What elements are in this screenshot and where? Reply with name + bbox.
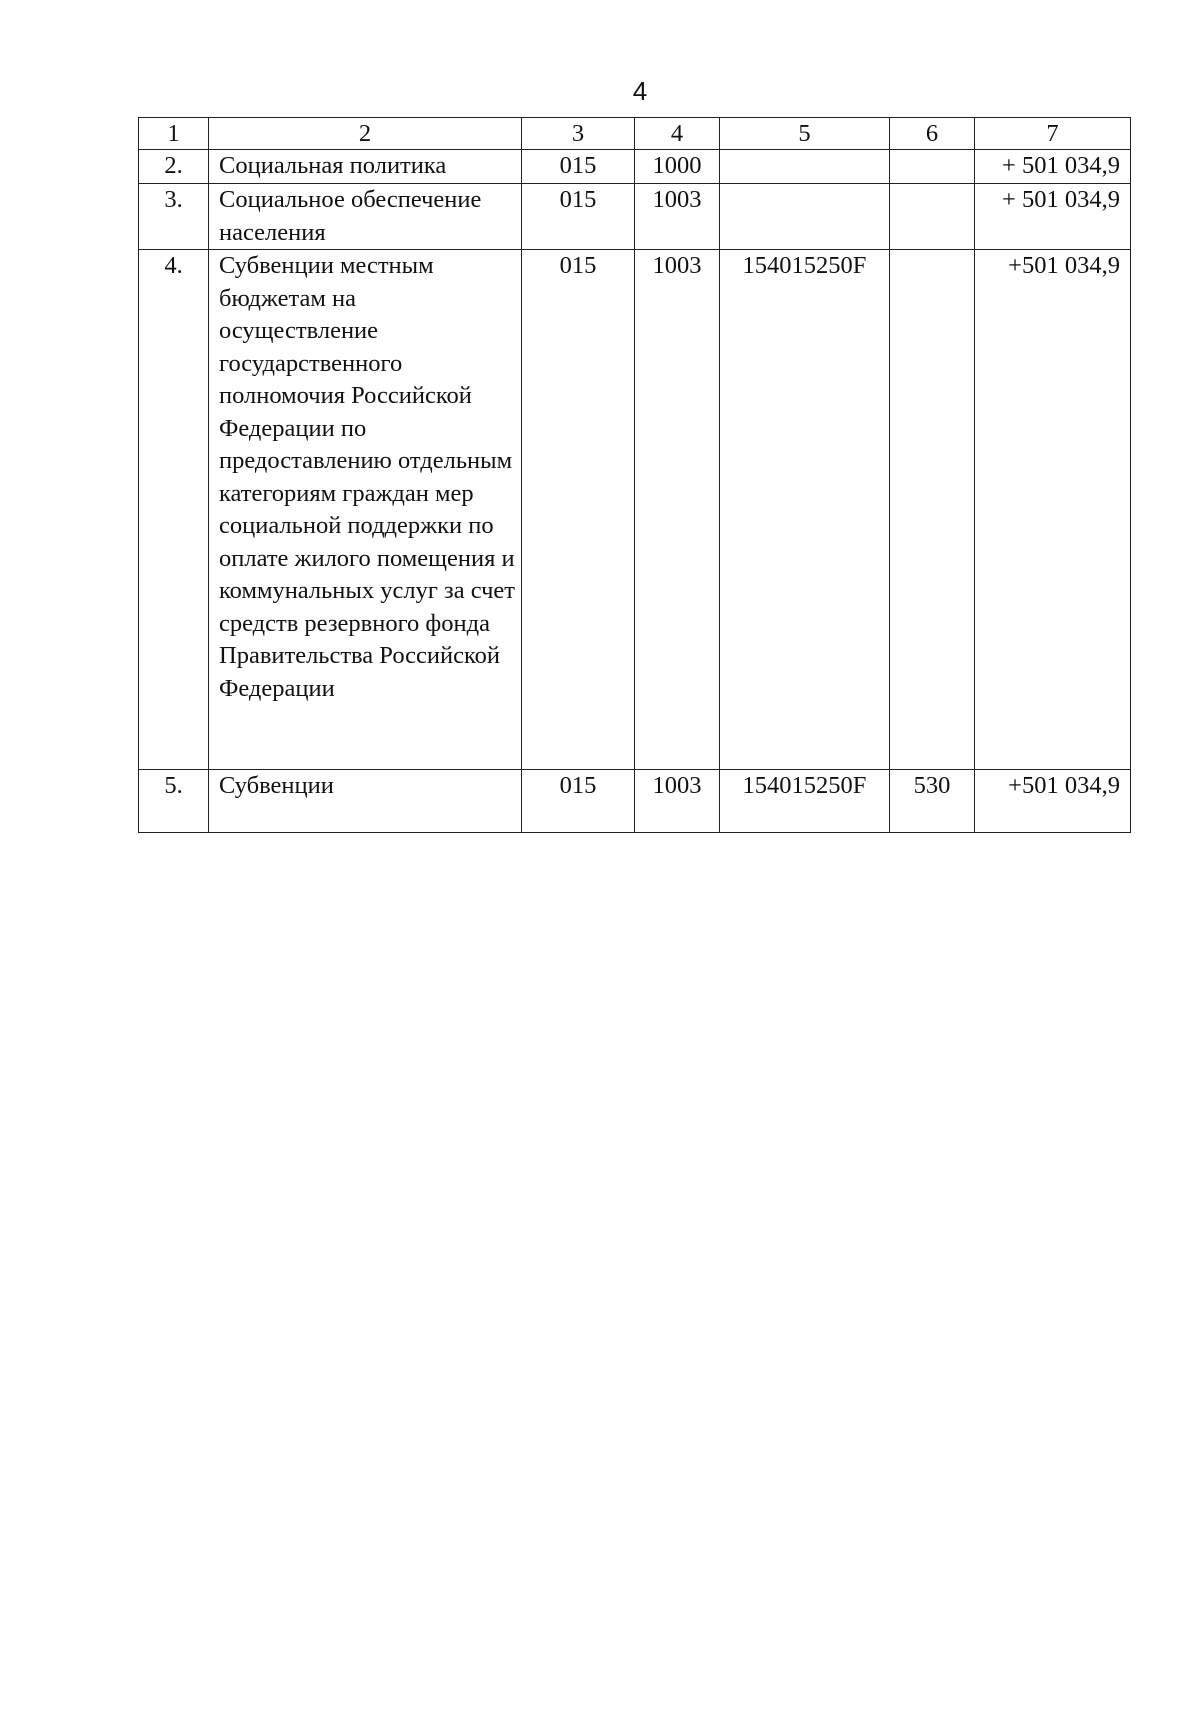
row-name-cell: Субвенции <box>209 770 522 833</box>
col6-cell <box>890 150 975 184</box>
amount-cell: +501 034,9 <box>975 250 1131 770</box>
col5-cell <box>720 150 890 184</box>
header-cell: 5 <box>720 118 890 150</box>
col4-cell: 1003 <box>635 770 720 833</box>
row-name-cell: Социальное обеспечение населения <box>209 184 522 250</box>
col4-cell: 1000 <box>635 150 720 184</box>
header-cell: 4 <box>635 118 720 150</box>
header-cell: 7 <box>975 118 1131 150</box>
row-name-cell: Социальная политика <box>209 150 522 184</box>
col5-cell: 154015250F <box>720 770 890 833</box>
col3-cell: 015 <box>522 770 635 833</box>
budget-table <box>138 117 1131 833</box>
col3-cell: 015 <box>522 250 635 770</box>
col6-cell <box>890 184 975 250</box>
col3-cell: 015 <box>522 184 635 250</box>
header-cell: 3 <box>522 118 635 150</box>
col5-cell <box>720 184 890 250</box>
row-name-cell: Субвенции местным бюджетам на осуществление государственного полномочия Российской Федерации по предоставлению отдельным категориям граждан мер социальной поддержки по оплате жилого помещения и коммунальных услуг за счет средств резервного фонда Правительства Российской Федерации <box>209 250 522 770</box>
header-cell: 1 <box>139 118 209 150</box>
table-row <box>139 250 1131 770</box>
col4-cell: 1003 <box>635 250 720 770</box>
page-number: 4 <box>632 76 648 106</box>
table-row <box>139 150 1131 184</box>
row-number-cell: 3. <box>139 184 209 250</box>
row-number-cell: 4. <box>139 250 209 770</box>
amount-cell: +501 034,9 <box>975 770 1131 833</box>
amount-cell: + 501 034,9 <box>975 150 1131 184</box>
table-header-row <box>139 118 1131 150</box>
col6-cell: 530 <box>890 770 975 833</box>
row-number-cell: 2. <box>139 150 209 184</box>
amount-cell: + 501 034,9 <box>975 184 1131 250</box>
col5-cell: 154015250F <box>720 250 890 770</box>
col4-cell: 1003 <box>635 184 720 250</box>
col3-cell: 015 <box>522 150 635 184</box>
header-cell: 2 <box>209 118 522 150</box>
row-number-cell: 5. <box>139 770 209 833</box>
table-row <box>139 184 1131 250</box>
table-row <box>139 770 1131 833</box>
col6-cell <box>890 250 975 770</box>
header-cell: 6 <box>890 118 975 150</box>
